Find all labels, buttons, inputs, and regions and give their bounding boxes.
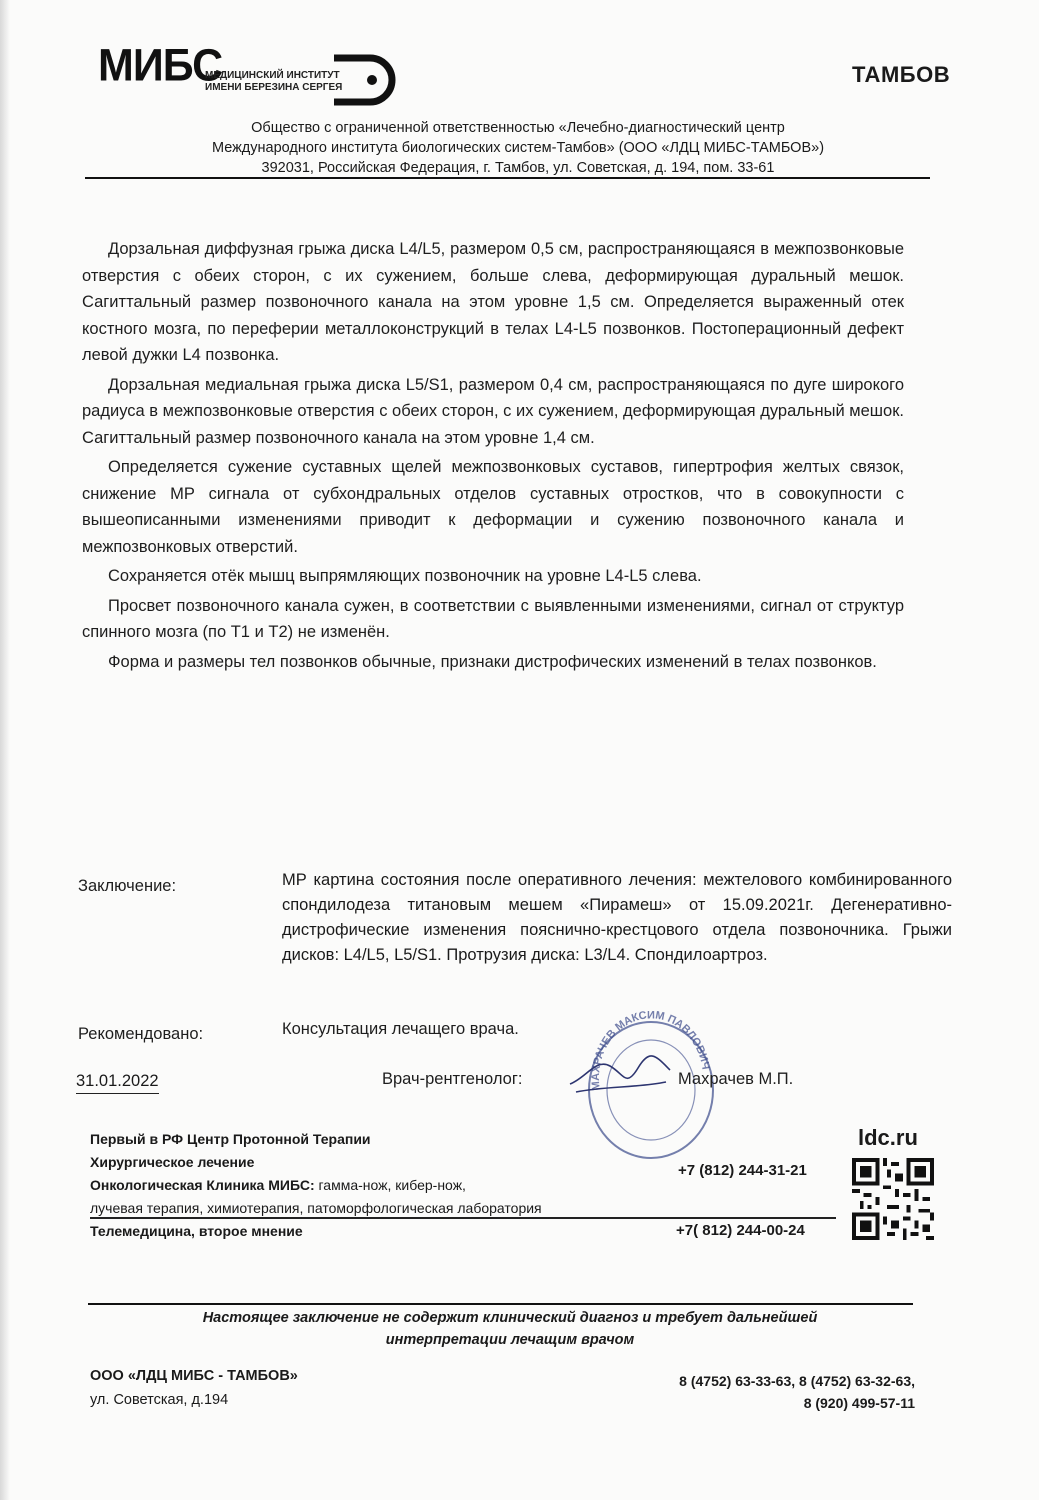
footer-phone-line: 8 (4752) 63-33-63, 8 (4752) 63-32-63, [679,1373,915,1389]
logo-subtitle [205,70,342,94]
findings-paragraph: Дорзальная диффузная грыжа диска L4/L5, размером 0,5 см, распространяющаяся в межпозвонковые отверстия с обеих сторон, с их сужением, больше слева, деформирующая дуральный мешок. Сагиттальный размер позвоночного канала на этом уровне 1,5 см. Определяется выраженный отек костного мозга, по переферии металлоконструкций в телах L4-L5 позвонков. Постоперационный дефект левой дужки L4 позвонка. [82,240,904,364]
stamp-text: МАХРАЧЕВ МАКСИМ ПАВЛОВИЧ [589,1010,712,1092]
recommendation-text: Консультация лечащего врача. [282,1020,519,1038]
disclaimer-line: интерпретации лечащим врачом [385,1332,635,1348]
service-line: Телемедицина, второе мнение [90,1223,303,1239]
organization-info [128,118,908,178]
org-line: Общество с ограниченной ответственностью «Лечебно-диагностический центр [251,120,785,136]
footer-address: ул. Советская, д.194 [90,1392,229,1408]
page-edge-shadow [0,0,10,1500]
logo-wordmark: МИБС [98,40,223,92]
report-date: 31.01.2022 [76,1072,159,1094]
findings-paragraph: Форма и размеры тел позвонков обычные, признаки дистрофических изменений в телах позвонков. [108,652,877,671]
qr-code-icon [852,1158,934,1240]
disclaimer-line: Настоящее заключение не содержит клинический диагноз и требует дальнейшей [202,1310,818,1326]
findings-paragraph: Сохраняется отёк мышц выпрямляющих позвоночник на уровне L4-L5 слева. [108,567,702,585]
logo-subtitle-line: МЕДИЦИНСКИЙ ИНСТИТУТ [205,70,340,81]
service-line-rest: гамма-нож, кибер-нож, [314,1177,466,1193]
service-line: Первый в РФ Центр Протонной Терапии [90,1131,371,1147]
conclusion-text: МР картина состояния после оперативного лечения: межтелового комбинированного спондилодеза титановым мешем «Пирамеш» от 15.09.2021г. Дегенеративно-дистрофические изменения пояснично-крестцового отдела позвоночника. Грыжи дисков: L4/L5, L5/S1. Протрузия диска: L3/L4. Спондилоартроз. [282,871,952,964]
recommendation-label: Рекомендовано: [78,1025,204,1043]
findings-paragraph: Просвет позвоночного канала сужен, в соответствии с выявленными изменениями, сигнал от структур спинного мозга (по Т1 и Т2) не изменён. [82,596,904,641]
doctor-name: Махрачев М.П. [678,1070,794,1088]
disclaimer [150,1307,870,1351]
phone-number: +7 (812) 244-31-21 [678,1162,807,1179]
city-label: ТАМБОВ [852,62,951,87]
doctor-role-label: Врач-рентгенолог: [382,1070,523,1088]
service-line [90,1174,670,1197]
conclusion-label: Заключение: [78,877,177,895]
header-divider [85,177,930,179]
service-line-bold: Онкологическая Клиника МИБС: [90,1177,315,1193]
footer-organization: ООО «ЛДЦ МИБС - ТАМБОВ» [90,1368,298,1384]
services-divider [90,1217,836,1219]
findings-section [82,236,904,678]
logo-subtitle-line: ИМЕНИ БЕРЕЗИНА СЕРГЕЯ [205,82,343,93]
service-line: лучевая терапия, химиотерапия, патоморфологическая лаборатория [90,1200,542,1216]
logo-emblem-icon [330,52,404,108]
clinic-services-block [90,1128,670,1243]
org-line: Международного института биологических систем-Тамбов» (ООО «ЛДЦ МИБС-ТАМБОВ») [211,140,825,156]
org-address: 392031, Российская Федерация, г. Тамбов, ул. Советская, д. 194, пом. 33-61 [261,160,775,176]
signature-icon [566,1048,676,1098]
footer-phone-line: 8 (920) 499-57-11 [803,1395,915,1411]
phone-number: +7( 812) 244-00-24 [676,1222,805,1239]
footer-phones [600,1370,915,1414]
findings-paragraph: Дорзальная медиальная грыжа диска L5/S1, размером 0,4 см, распространяющаяся по дуге широкого радиуса в межпозвонковые отверстия с обеих сторон, с их сужением, деформирующая дуральный мешок. Сагиттальный размер позвоночного канала на этом уровне 1,4 см. [82,375,904,447]
service-line: Хирургическое лечение [90,1154,255,1170]
findings-paragraph: Определяется сужение суставных щелей межпозвонковых суставов, гипертрофия желтых связок, снижение МР сигнала от субхондральных отделов суставных отростков, что в совокупности с вышеописанными изменениями приводит к деформации и сужению позвоночного канала и межпозвонковых отверстий. [82,458,904,556]
footer-divider [88,1303,913,1305]
website-link[interactable]: ldc.ru [858,1125,918,1150]
